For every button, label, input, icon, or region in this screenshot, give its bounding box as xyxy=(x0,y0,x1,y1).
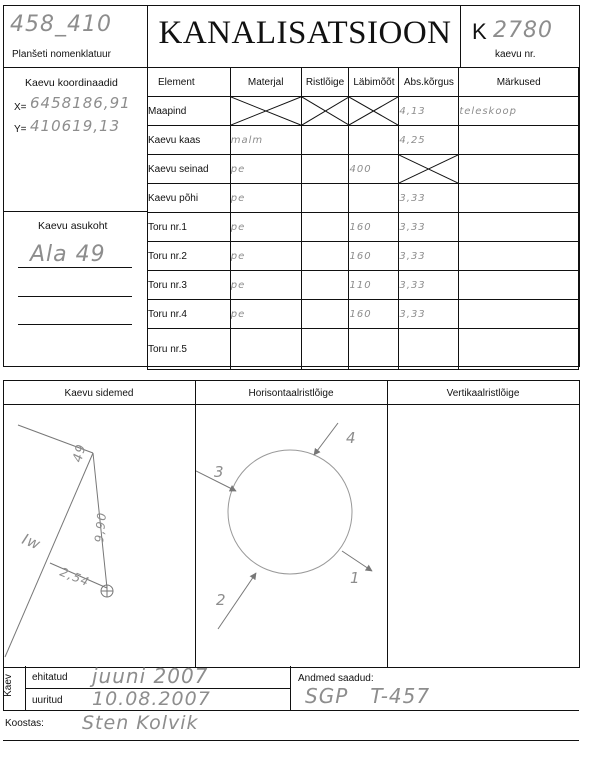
cell-diameter xyxy=(349,126,399,155)
well-prefix: K xyxy=(472,19,487,44)
ties-sketch xyxy=(3,405,195,666)
cell-diameter: 110 xyxy=(349,271,399,300)
cell-notes xyxy=(459,300,579,329)
surveyed-label: uuritud xyxy=(32,695,63,706)
well-side-label: Kaev xyxy=(2,674,14,697)
cell-material xyxy=(230,329,301,370)
header-cross-section: Ristlõige xyxy=(301,68,349,97)
ties-title: Kaevu sidemed xyxy=(64,388,134,399)
pipe-arrow-4 xyxy=(314,423,338,455)
well-number: 2780 xyxy=(493,18,553,43)
header-diameter: Läbimõõt xyxy=(349,68,399,97)
cell-cross-section xyxy=(301,329,349,370)
table-row xyxy=(148,155,579,184)
cell-cross-section xyxy=(301,300,349,329)
horizontal-section-sketch xyxy=(196,405,387,666)
author-value: Sten Kolvik xyxy=(82,712,199,734)
cell-element: Maapind xyxy=(148,97,231,126)
cell-element: Kaevu seinad xyxy=(148,155,231,184)
location-value: Ala 49 xyxy=(30,242,106,267)
cell-element: Toru nr.1 xyxy=(148,213,231,242)
cell-cross-section xyxy=(301,271,349,300)
built-value: juuni 2007 xyxy=(92,664,209,688)
cell-material: pe xyxy=(230,213,301,242)
page-title: KANALISATSIOON xyxy=(158,15,452,51)
pipe-label-3: 3 xyxy=(214,463,225,481)
cell-material: pe xyxy=(230,271,301,300)
cell-notes xyxy=(459,213,579,242)
horizontal-title: Horisontaalristlõige xyxy=(248,388,334,399)
cell-abs-height: 3,33 xyxy=(399,300,459,329)
built-label: ehitatud xyxy=(32,672,68,683)
sheet-number: 458_410 xyxy=(10,12,112,37)
cell-material: pe xyxy=(230,155,301,184)
table-row xyxy=(148,126,579,155)
tie-label-iw: Iw xyxy=(19,530,44,554)
table-row xyxy=(148,184,579,213)
tie-line-iw xyxy=(5,453,93,657)
tie-label-b: 9,90 xyxy=(92,511,110,544)
cell-material: pe xyxy=(230,184,301,213)
x-label: X= xyxy=(14,102,27,113)
cell-abs-height: 3,33 xyxy=(399,242,459,271)
data-source-value: SGP T-457 xyxy=(305,684,431,708)
cell-material: malm xyxy=(230,126,301,155)
tie-label-a: 49 xyxy=(70,442,90,465)
cell-element: Kaevu kaas xyxy=(148,126,231,155)
well-elements-table xyxy=(147,67,579,370)
cell-diameter: 400 xyxy=(349,155,399,184)
y-value: 410619,13 xyxy=(30,117,121,135)
surveyed-value: 10.08.2007 xyxy=(92,688,211,710)
crossed-out-cell xyxy=(349,97,398,125)
cell-diameter xyxy=(349,97,399,126)
tie-label-c: 2,54 xyxy=(57,564,92,590)
cell-element: Toru nr.2 xyxy=(148,242,231,271)
pipe-arrow-1 xyxy=(342,551,372,571)
cell-notes xyxy=(459,155,579,184)
cell-diameter xyxy=(349,329,399,370)
manhole-circle xyxy=(228,450,352,574)
cell-abs-height: 4,13 xyxy=(399,97,459,126)
cell-abs-height: 4,25 xyxy=(399,126,459,155)
coords-title: Kaevu koordinaadid xyxy=(25,77,118,89)
well-label: kaevu nr. xyxy=(495,49,536,60)
table-row xyxy=(148,97,579,126)
cell-abs-height: 3,33 xyxy=(399,184,459,213)
cell-cross-section xyxy=(301,184,349,213)
cell-notes: teleskoop xyxy=(459,97,579,126)
cell-notes xyxy=(459,329,579,370)
cell-abs-height: 3,33 xyxy=(399,213,459,242)
cell-notes xyxy=(459,242,579,271)
header-element: Element xyxy=(148,68,231,97)
cell-diameter: 160 xyxy=(349,300,399,329)
x-value: 6458186,91 xyxy=(30,94,131,112)
author-label: Koostas: xyxy=(5,718,44,729)
cell-material xyxy=(230,97,301,126)
cell-diameter: 160 xyxy=(349,213,399,242)
cell-abs-height: 3,33 xyxy=(399,271,459,300)
data-source-label: Andmed saadud: xyxy=(298,673,374,684)
cell-diameter: 160 xyxy=(349,242,399,271)
cell-abs-height xyxy=(399,329,459,370)
table-row xyxy=(148,242,579,271)
cell-cross-section xyxy=(301,126,349,155)
table-row xyxy=(148,213,579,242)
cell-element: Toru nr.3 xyxy=(148,271,231,300)
pipe-label-4: 4 xyxy=(346,429,357,447)
sheet-label: Planšeti nomenklatuur xyxy=(12,49,111,60)
cell-cross-section xyxy=(301,155,349,184)
header-material: Materjal xyxy=(230,68,301,97)
cell-element: Toru nr.4 xyxy=(148,300,231,329)
cell-diameter xyxy=(349,184,399,213)
pipe-label-1: 1 xyxy=(350,569,361,587)
table-row xyxy=(148,300,579,329)
cell-cross-section xyxy=(301,213,349,242)
cell-notes xyxy=(459,184,579,213)
cell-notes xyxy=(459,126,579,155)
crossed-out-cell xyxy=(231,97,301,125)
cell-material: pe xyxy=(230,300,301,329)
cell-cross-section xyxy=(301,97,349,126)
pipe-label-2: 2 xyxy=(216,591,227,609)
cell-abs-height xyxy=(399,155,459,184)
table-row xyxy=(148,271,579,300)
location-title: Kaevu asukoht xyxy=(38,220,108,232)
cell-element: Toru nr.5 xyxy=(148,329,231,370)
crossed-out-cell xyxy=(302,97,349,125)
table-row xyxy=(148,329,579,370)
header-notes: Märkused xyxy=(459,68,579,97)
vertical-title: Vertikaalristlõige xyxy=(446,388,520,399)
crossed-out-cell xyxy=(399,155,458,183)
cell-material: pe xyxy=(230,242,301,271)
cell-notes xyxy=(459,271,579,300)
header-abs-height: Abs.kõrgus xyxy=(399,68,459,97)
y-label: Y= xyxy=(14,124,27,135)
table-header-row xyxy=(148,68,579,97)
cell-element: Kaevu põhi xyxy=(148,184,231,213)
cell-cross-section xyxy=(301,242,349,271)
